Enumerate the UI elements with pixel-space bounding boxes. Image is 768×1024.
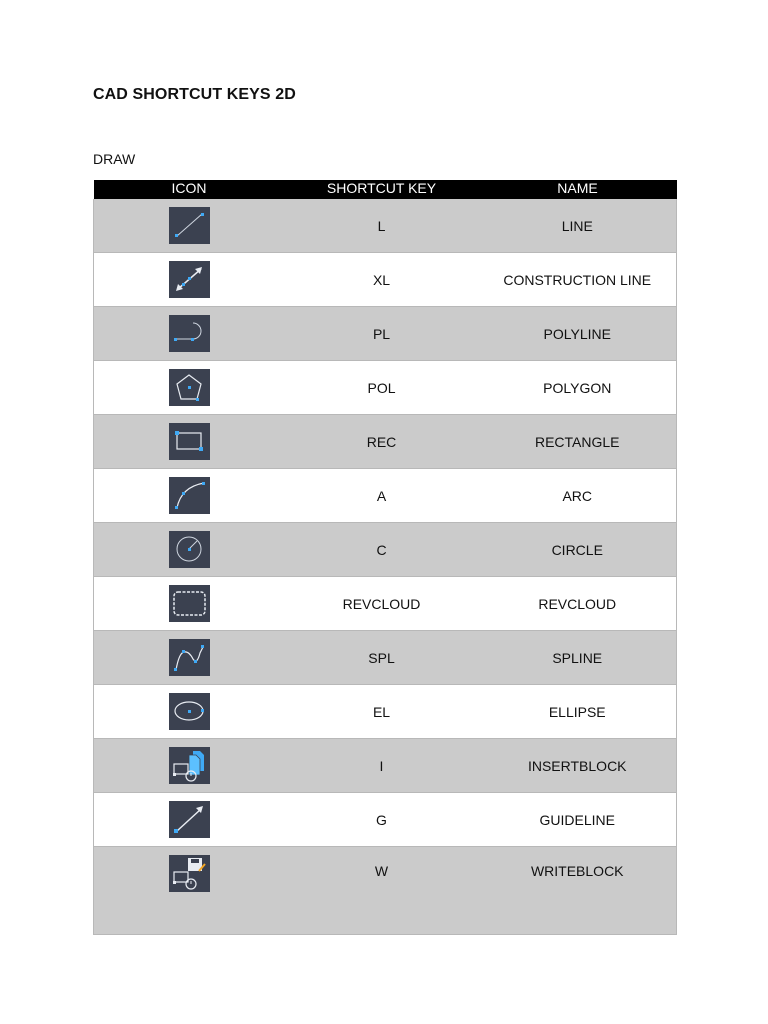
shortcut-key: EL bbox=[285, 685, 479, 739]
polyline-icon bbox=[169, 315, 210, 352]
table-row bbox=[94, 469, 677, 523]
table-row bbox=[94, 199, 677, 253]
command-name: CONSTRUCTION LINE bbox=[479, 253, 677, 307]
circle-icon bbox=[169, 531, 210, 568]
table-row bbox=[94, 739, 677, 793]
command-name: RECTANGLE bbox=[479, 415, 677, 469]
shortcut-table bbox=[93, 180, 677, 935]
table-row bbox=[94, 685, 677, 739]
command-name: ELLIPSE bbox=[479, 685, 677, 739]
spline-icon bbox=[169, 639, 210, 676]
command-name: REVCLOUD bbox=[479, 577, 677, 631]
shortcut-key: C bbox=[285, 523, 479, 577]
command-name: ARC bbox=[479, 469, 677, 523]
header-shortcut-key: SHORTCUT KEY bbox=[285, 180, 479, 199]
shortcut-key: A bbox=[285, 469, 479, 523]
table-row bbox=[94, 253, 677, 307]
shortcut-key: REVCLOUD bbox=[285, 577, 479, 631]
page-title: CAD SHORTCUT KEYS 2D bbox=[93, 86, 296, 103]
shortcut-key: SPL bbox=[285, 631, 479, 685]
line-icon bbox=[169, 207, 210, 244]
table-row bbox=[94, 793, 677, 847]
command-name: INSERTBLOCK bbox=[479, 739, 677, 793]
command-name: POLYLINE bbox=[479, 307, 677, 361]
table-row bbox=[94, 307, 677, 361]
table-row bbox=[94, 631, 677, 685]
header-name: NAME bbox=[479, 180, 677, 199]
ellipse-icon bbox=[169, 693, 210, 730]
command-name: LINE bbox=[479, 199, 677, 253]
rectangle-icon bbox=[169, 423, 210, 460]
command-name: CIRCLE bbox=[479, 523, 677, 577]
shortcut-key: L bbox=[285, 199, 479, 253]
shortcut-key: XL bbox=[285, 253, 479, 307]
command-name: POLYGON bbox=[479, 361, 677, 415]
insertblock-icon bbox=[169, 747, 210, 784]
shortcut-key: PL bbox=[285, 307, 479, 361]
table-row bbox=[94, 361, 677, 415]
writeblock-icon bbox=[169, 855, 210, 892]
table-row bbox=[94, 523, 677, 577]
table-row bbox=[94, 847, 677, 935]
header-icon: ICON bbox=[94, 180, 285, 199]
section-heading: DRAW bbox=[93, 151, 136, 167]
arc-icon bbox=[169, 477, 210, 514]
revcloud-icon bbox=[169, 585, 210, 622]
command-name: WRITEBLOCK bbox=[479, 847, 677, 935]
command-name: GUIDELINE bbox=[479, 793, 677, 847]
construction-line-icon bbox=[169, 261, 210, 298]
table-row bbox=[94, 577, 677, 631]
guideline-icon bbox=[169, 801, 210, 838]
shortcut-key: REC bbox=[285, 415, 479, 469]
shortcut-key: POL bbox=[285, 361, 479, 415]
polygon-icon bbox=[169, 369, 210, 406]
shortcut-key: G bbox=[285, 793, 479, 847]
table-header-row bbox=[94, 180, 677, 199]
table-row bbox=[94, 415, 677, 469]
shortcut-key: I bbox=[285, 739, 479, 793]
shortcut-key: W bbox=[285, 847, 479, 935]
command-name: SPLINE bbox=[479, 631, 677, 685]
